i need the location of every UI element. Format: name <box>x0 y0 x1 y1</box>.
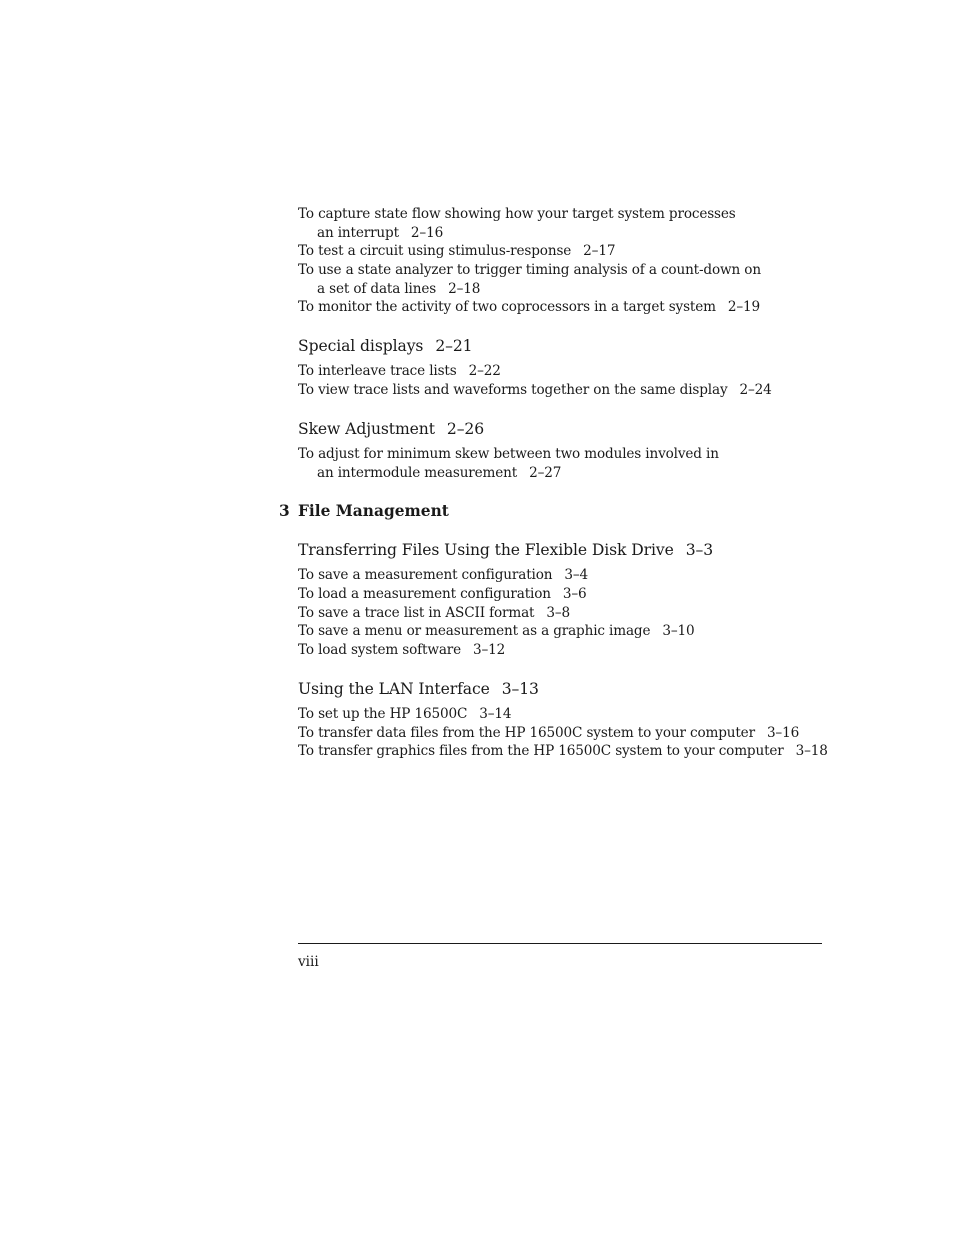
toc-entry-continuation: a set of data lines <box>317 280 437 297</box>
toc-entry-transfer-data-files[interactable] <box>298 724 858 743</box>
toc-entry-text: To capture state flow showing how your target system processes <box>298 206 736 222</box>
toc-entry-set-up-hp16500c[interactable] <box>298 705 858 724</box>
toc-entry-text: To set up the HP 16500C <box>298 706 468 722</box>
toc-entry-stimulus-response[interactable] <box>298 242 858 261</box>
toc-entry-view-trace-lists-waveforms[interactable] <box>298 381 858 400</box>
toc-chapter-title: File Management <box>298 502 449 520</box>
toc-page-ref: 3–14 <box>479 706 512 722</box>
toc-entry-text: To use a state analyzer to trigger timing analysis of a count-down on <box>298 262 761 278</box>
toc-page-ref: 3–4 <box>564 567 589 583</box>
toc-entry-text: To save a trace list in ASCII format <box>298 605 535 621</box>
toc-section-flexible-disk-drive[interactable] <box>298 540 713 560</box>
toc-entry-text: To transfer data files from the HP 16500C system to your computer <box>298 725 755 741</box>
toc-entry-text: To load a measurement configuration <box>298 586 551 602</box>
toc-page-ref: 3–12 <box>473 642 506 658</box>
toc-entry-save-graphic-image[interactable] <box>298 622 858 641</box>
toc-section-title: Special displays <box>298 337 424 355</box>
toc-page-ref: 2–19 <box>727 299 761 315</box>
toc-page-ref: 2–24 <box>739 382 772 398</box>
toc-page-ref: 3–6 <box>562 586 587 602</box>
toc-entry-text: To interleave trace lists <box>298 363 457 379</box>
toc-entry-adjust-minimum-skew[interactable] <box>298 445 858 482</box>
toc-page-ref: 3–10 <box>662 623 695 639</box>
toc-page-ref: 3–13 <box>501 680 539 698</box>
toc-entry-interleave-trace-lists[interactable] <box>298 362 858 381</box>
toc-page-ref: 2–27 <box>529 464 562 481</box>
page-number: viii <box>298 954 319 970</box>
toc-entry-continuation: an interrupt <box>317 224 399 241</box>
toc-section-title: Transferring Files Using the Flexible Disk Drive <box>298 541 674 559</box>
toc-section-skew-adjustment[interactable] <box>298 419 484 439</box>
toc-section-title: Skew Adjustment <box>298 420 435 438</box>
toc-entry-trigger-timing-analysis[interactable] <box>298 261 858 298</box>
toc-entry-text: To view trace lists and waveforms together on the same display <box>298 382 728 398</box>
toc-section-lan-interface[interactable] <box>298 679 539 699</box>
toc-entry-text: To test a circuit using stimulus-response <box>298 243 572 259</box>
footer-rule <box>298 943 822 944</box>
toc-chapter-number: 3 <box>279 502 290 520</box>
toc-entry-capture-state-flow[interactable] <box>298 205 858 242</box>
toc-entry-transfer-graphics-files[interactable] <box>298 742 858 761</box>
toc-section-special-displays[interactable] <box>298 336 472 356</box>
toc-page-ref: 3–8 <box>546 605 571 621</box>
toc-entry-continuation: an intermodule measurement <box>317 464 518 481</box>
toc-page-ref: 3–16 <box>766 725 800 741</box>
toc-chapter-file-management[interactable] <box>279 501 449 521</box>
toc-page-ref: 2–26 <box>446 420 485 438</box>
toc-entry-load-system-software[interactable] <box>298 641 858 660</box>
toc-entry-text: To save a measurement configuration <box>298 567 553 583</box>
toc-entry-text: To transfer graphics files from the HP 16500C system to your computer <box>298 743 784 759</box>
toc-page-ref: 2–16 <box>410 224 444 241</box>
toc-entry-monitor-coprocessors[interactable] <box>298 298 858 317</box>
toc-entry-save-trace-list-ascii[interactable] <box>298 604 858 623</box>
toc-page-ref: 2–17 <box>583 243 616 259</box>
toc-page-ref: 2–18 <box>448 280 481 297</box>
toc-entry-text: To load system software <box>298 642 462 658</box>
toc-entry-text: To monitor the activity of two coprocessors in a target system <box>298 299 716 315</box>
toc-page-ref: 3–3 <box>685 541 714 559</box>
toc-page-ref: 3–18 <box>795 743 828 759</box>
toc-entry-save-measurement-config[interactable] <box>298 566 858 585</box>
toc-entry-text: To adjust for minimum skew between two modules involved in <box>298 446 719 462</box>
toc-entry-text: To save a menu or measurement as a graphic image <box>298 623 651 639</box>
toc-entry-load-measurement-config[interactable] <box>298 585 858 604</box>
toc-page-ref: 2–21 <box>435 337 473 355</box>
toc-section-title: Using the LAN Interface <box>298 680 490 698</box>
toc-page-ref: 2–22 <box>468 363 501 379</box>
